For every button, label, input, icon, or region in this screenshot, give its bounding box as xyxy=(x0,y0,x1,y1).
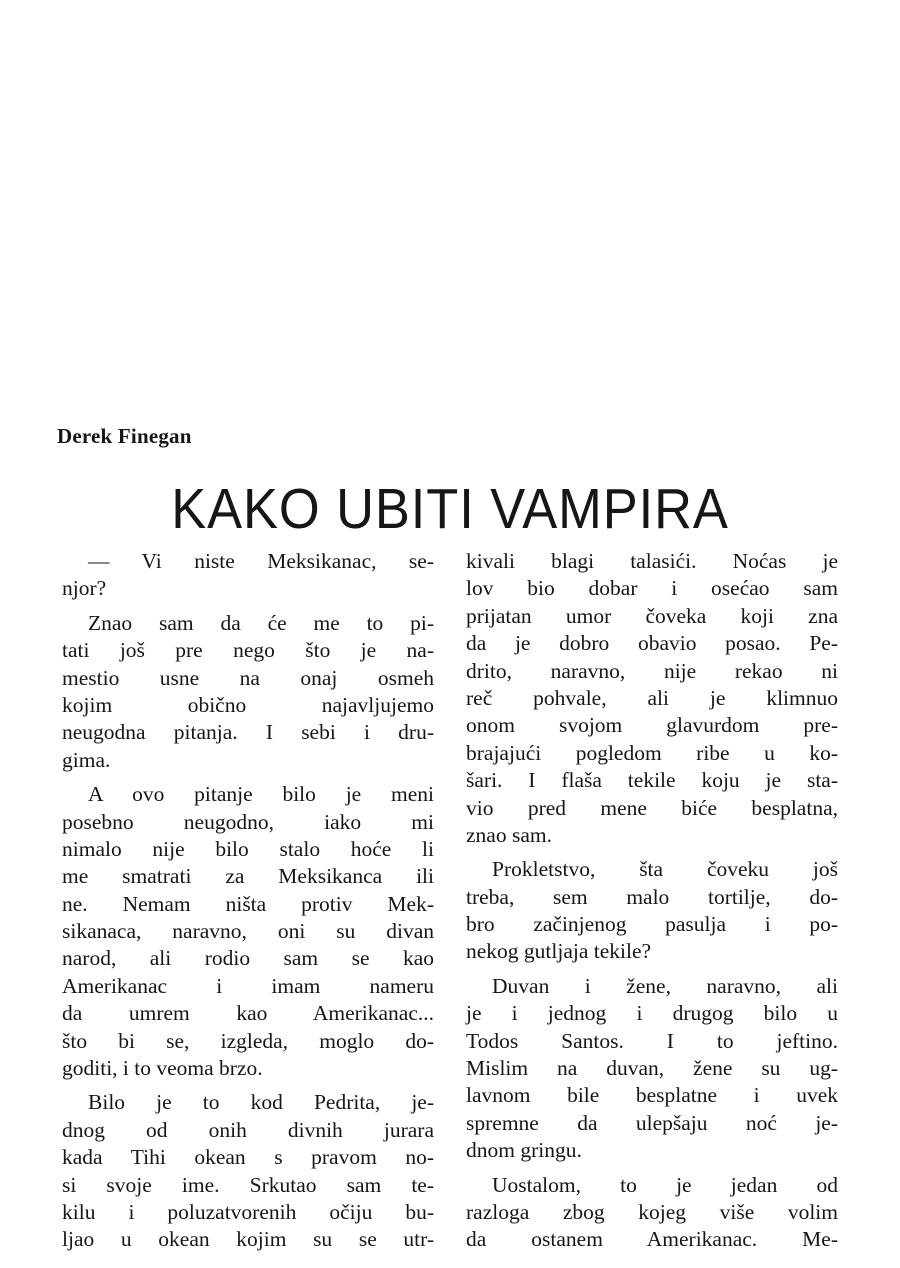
paragraph-gap xyxy=(62,603,434,610)
text-line: Prokletstvo, šta čoveku još xyxy=(492,857,838,882)
text-line: me smatrati za Meksikanca ili xyxy=(62,864,434,889)
paragraph-gap xyxy=(62,1082,434,1089)
text-line: brajajući pogledom ribe u ko- xyxy=(466,740,838,765)
text-line: goditi, i to veoma brzo. xyxy=(62,1056,263,1081)
text-line: vio pred mene biće besplatna, xyxy=(466,795,838,820)
text-line: mestio usne na onaj osmeh xyxy=(62,665,434,690)
text-line: narod, ali rodio sam se kao xyxy=(62,946,434,971)
text-line: dnog od onih divnih jurara xyxy=(62,1117,434,1142)
paragraph xyxy=(62,548,434,603)
text-line: Amerikanac i imam nameru xyxy=(62,973,434,998)
text-line: dnom gringu. xyxy=(466,1138,582,1163)
text-line: neugodna pitanja. I sebi i dru- xyxy=(62,720,434,745)
paragraph xyxy=(466,1172,838,1254)
text-line: kivali blagi talasići. Noćas je xyxy=(466,549,838,573)
paragraph-gap xyxy=(466,966,838,973)
text-line: ljao u okean kojim su se utr- xyxy=(62,1227,434,1252)
text-line: bro začinjenog pasulja i po- xyxy=(466,912,838,937)
text-line: da je dobro obavio posao. Pe- xyxy=(466,631,838,656)
text-line: znao sam. xyxy=(466,822,552,847)
text-line: šari. I flaša tekile koju je sta- xyxy=(466,768,838,793)
text-line: ne. Nemam ništa protiv Mek- xyxy=(62,891,434,916)
paragraph xyxy=(62,610,434,774)
left-column xyxy=(62,548,434,1254)
text-line: je i jednog i drugog bilo u xyxy=(466,1001,838,1026)
text-line: onom svojom glavurdom pre- xyxy=(466,713,838,738)
paragraph-gap xyxy=(466,1165,838,1172)
text-line: spremne da ulepšaju noć je- xyxy=(466,1110,838,1135)
text-line: reč pohvale, ali je klimnuo xyxy=(466,685,838,710)
paragraph xyxy=(466,548,838,849)
text-line: gima. xyxy=(62,747,111,772)
text-line: njor? xyxy=(62,576,107,601)
right-column xyxy=(466,548,838,1254)
text-line: nimalo nije bilo stalo hoće li xyxy=(62,836,434,861)
text-line: si svoje ime. Srkutao sam te- xyxy=(62,1172,434,1197)
paragraph-gap xyxy=(62,774,434,781)
text-line: Mislim na duvan, žene su ug- xyxy=(466,1056,838,1081)
article-title: KAKO UBITI VAMPIRA xyxy=(171,477,729,541)
text-line: kojim obično najavljujemo xyxy=(62,692,434,717)
text-line: tati još pre nego što je na- xyxy=(62,638,434,663)
text-line: lavnom bile besplatne i uvek xyxy=(466,1083,838,1108)
text-line: razloga zbog kojeg više volim xyxy=(466,1199,838,1224)
text-line: Uostalom, to je jedan od xyxy=(492,1172,838,1197)
text-line: — Vi niste Meksikanac, se- xyxy=(88,549,434,573)
text-line: drito, naravno, nije rekao ni xyxy=(466,658,838,683)
text-line: Duvan i žene, naravno, ali xyxy=(492,973,838,998)
text-line: da umrem kao Amerikanac... xyxy=(62,1001,434,1026)
paragraph xyxy=(466,973,838,1165)
author-name: Derek Finegan xyxy=(57,424,192,448)
paragraph xyxy=(62,781,434,1082)
paragraph-gap xyxy=(466,849,838,856)
paragraph xyxy=(62,1089,434,1253)
text-line: sikanaca, naravno, oni su divan xyxy=(62,919,434,944)
text-line: kilu i poluzatvorenih očiju bu- xyxy=(62,1199,434,1224)
text-line: lov bio dobar i osećao sam xyxy=(466,576,838,601)
text-line: da ostanem Amerikanac. Me- xyxy=(466,1227,838,1252)
paragraph xyxy=(466,856,838,966)
text-line: prijatan umor čoveka koji zna xyxy=(466,603,838,628)
text-line: Todos Santos. I to jeftino. xyxy=(466,1028,838,1053)
text-line: nekog gutljaja tekile? xyxy=(466,939,652,964)
text-line: Znao sam da će me to pi- xyxy=(88,610,434,635)
text-line: A ovo pitanje bilo je meni xyxy=(88,782,434,807)
text-line: treba, sem malo tortilje, do- xyxy=(466,884,838,909)
text-line: posebno neugodno, iako mi xyxy=(62,809,434,834)
text-line: kada Tihi okean s pravom no- xyxy=(62,1145,434,1170)
text-line: Bilo je to kod Pedrita, je- xyxy=(88,1090,434,1115)
text-line: što bi se, izgleda, moglo do- xyxy=(62,1028,434,1053)
